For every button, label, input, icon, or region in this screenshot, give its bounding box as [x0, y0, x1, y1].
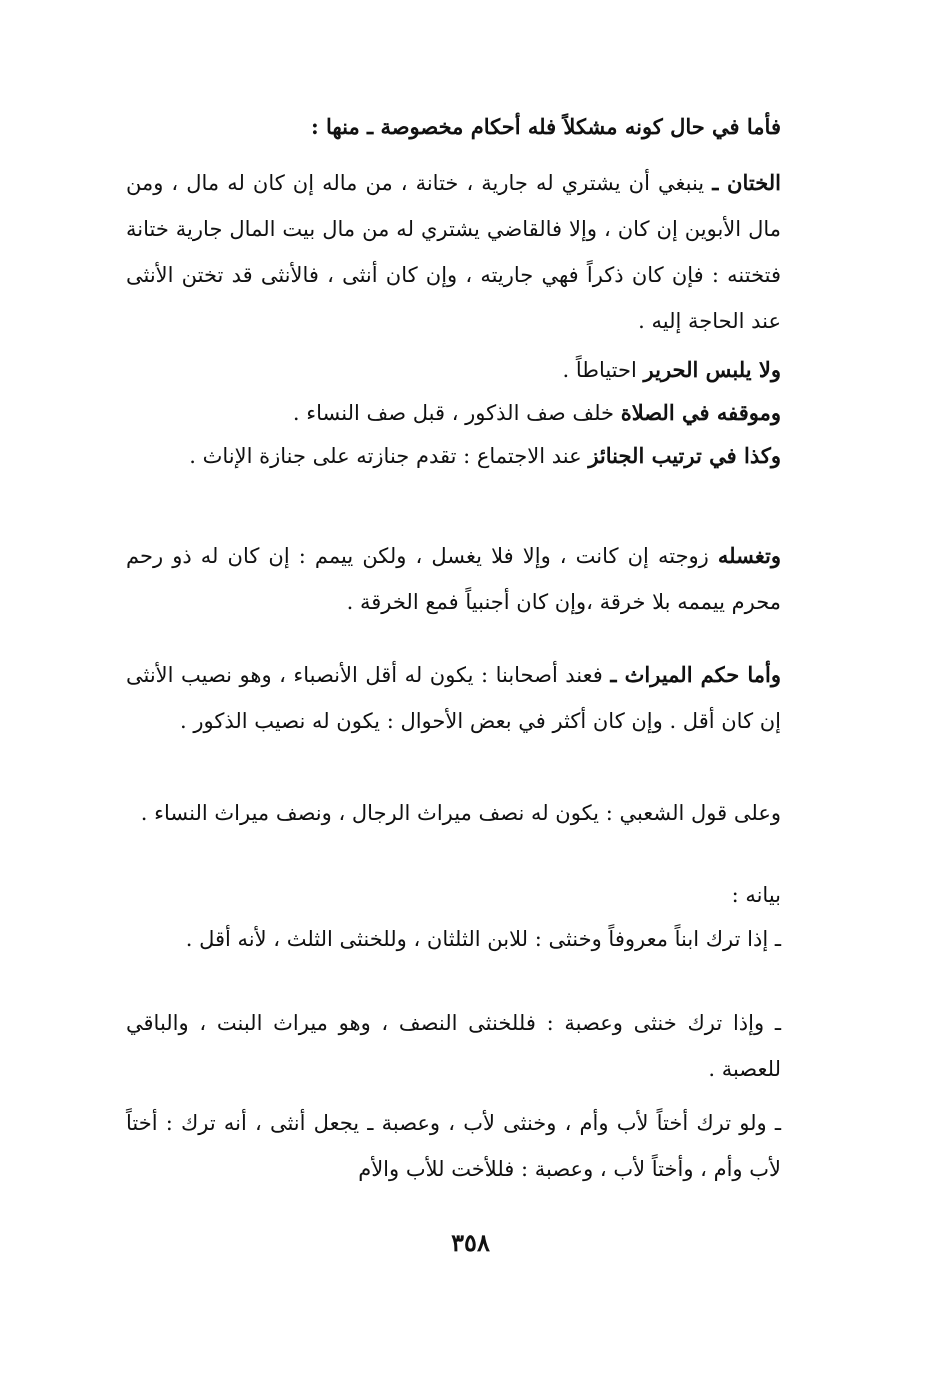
paragraph-khitan	[126, 160, 781, 344]
term-khitan: الختان ـ	[712, 170, 781, 195]
paragraph-inheritance	[126, 652, 781, 744]
text-inheritance: فعند أصحابنا : يكون له أقل الأنصباء ، وهو نصيب الأنثى إن كان أقل . وإن كان أكثر في بعض الأحوال : يكون له نصيب الذكور .	[126, 663, 781, 733]
section-heading: فأما في حال كونه مشكلاً فله أحكام مخصوصة ـ منها :	[310, 114, 781, 139]
term-washing: وتغسله	[717, 543, 781, 568]
paragraph-silk	[126, 347, 781, 393]
text-khitan: ينبغي أن يشتري له جارية ، ختانة ، من ماله إن كان له مال ، ومن مال الأبوين إن كان ، وإلا فالقاضي يشتري له من مال بيت المال جارية ختانة فتختنه : فإن كان ذكراً فهي جاريته ، وإن كان أنثى ، فالأنثى قد تختن الأنثى عند الحاجة إليه .	[126, 171, 781, 333]
paragraph-prayer	[126, 390, 781, 436]
term-prayer: وموقفه في الصلاة	[620, 400, 781, 425]
paragraph-funeral	[126, 433, 781, 479]
paragraph-case2: ـ وإذا ترك خنثى وعصبة : فللخنثى النصف ، وهو ميراث البنت ، والباقي للعصبة .	[126, 1011, 781, 1081]
paragraph-case3: ـ ولو ترك أختاً لأب وأم ، وخنثى لأب ، وعصبة ـ يجعل أنثى ، أنه ترك : أختاً لأب وأم ، وأختاً لأب ، وعصبة : فللأخت للأب والأم	[126, 1111, 781, 1181]
term-silk: ولا يلبس الحرير	[643, 357, 781, 382]
text-silk: احتياطاً .	[562, 358, 637, 382]
paragraph-washing	[126, 533, 781, 625]
paragraph-shabi: وعلى قول الشعبي : يكون له نصف ميراث الرجال ، ونصف ميراث النساء .	[140, 801, 781, 825]
text-prayer: خلف صف الذكور ، قبل صف النساء .	[292, 401, 614, 425]
page-number: ٣٥٨	[451, 1228, 490, 1257]
term-inheritance: وأما حكم الميراث ـ	[610, 662, 781, 687]
text-washing: زوجته إن كانت ، وإلا فلا يغسل ، ولكن ييمم : إن كان له ذو رحم محرم ييممه بلا خرقة ،وإن كان أجنبياً فمع الخرقة .	[126, 544, 781, 614]
paragraph-case1: ـ إذا ترك ابناً معروفاً وخنثى : للابن الثلثان ، وللخنثى الثلث ، لأنه أقل .	[185, 927, 781, 951]
text-funeral: عند الاجتماع : تقدم جنازته على جنازة الإناث .	[189, 444, 582, 468]
paragraph-bayan: بيانه :	[731, 883, 781, 907]
term-funeral: وكذا في ترتيب الجنائز	[588, 443, 781, 468]
